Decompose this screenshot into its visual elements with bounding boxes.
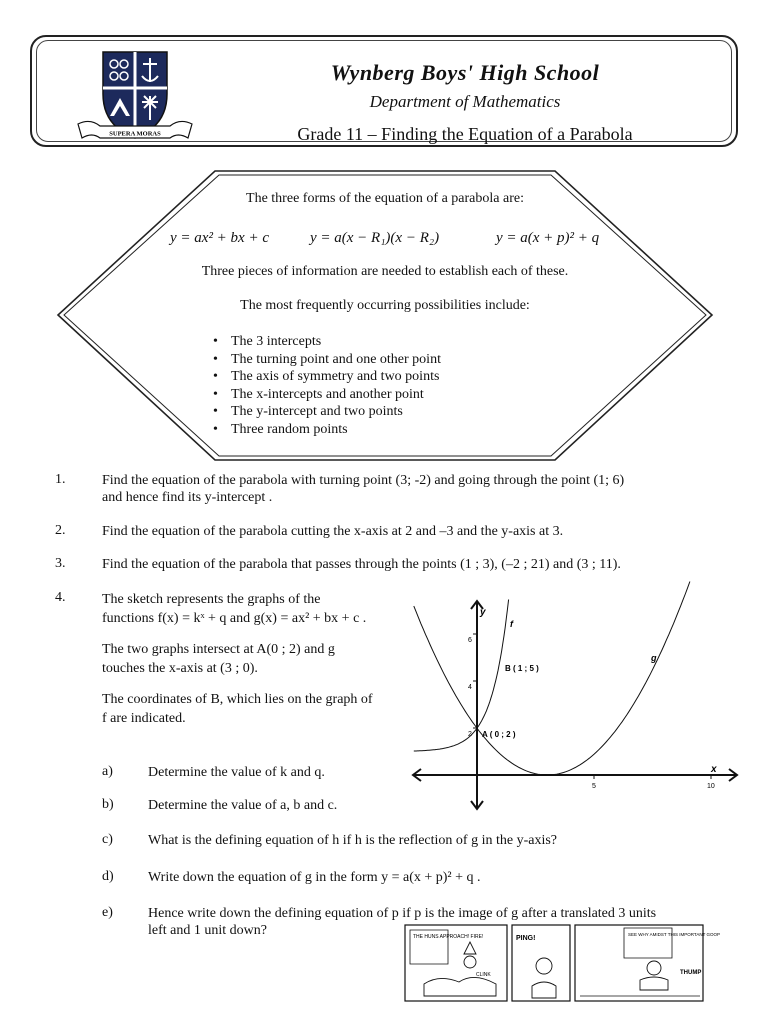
school-name: Wynberg Boys' High School — [330, 60, 600, 85]
x-tick-label: 5 — [592, 783, 596, 790]
cartoon-speech: THE HUNS APPROACH! FIRE! — [413, 934, 484, 940]
curve-f — [414, 600, 509, 752]
function-graph — [405, 595, 740, 815]
cartoon-strip — [404, 924, 721, 1004]
list-item: • The 3 intercepts — [213, 333, 441, 351]
subquestion-label: d) — [102, 869, 114, 884]
question-number: 2. — [55, 523, 66, 538]
equation-form-standard: y = ax² + bx + c — [170, 230, 269, 246]
subquestion-c-text: What is the defining equation of h if h is the reflection of g in the y-axis? — [148, 833, 557, 848]
subquestion-b-text: Determine the value of a, b and c. — [148, 798, 338, 813]
y-tick-label: 6 — [468, 637, 472, 644]
cartoon-sfx: THUMP — [680, 970, 702, 976]
subquestion-a-text: Determine the value of k and q. — [148, 765, 325, 780]
question-line: The sketch represents the graphs of the — [102, 592, 321, 607]
question-3-text: Find the equation of the parabola that passes through the points (1 ; 3), (–2 ; 21) and (3 ; 11). — [102, 557, 621, 572]
question-line: functions f(x) = kˣ + q and g(x) = ax² + bx + c . — [102, 611, 367, 626]
subquestion-label: e) — [102, 905, 113, 920]
question-line: and hence find its y-intercept . — [102, 490, 273, 505]
cartoon-sfx: PING! — [516, 935, 536, 942]
question-2-text: Find the equation of the parabola cutting the x-axis at 2 and –3 and the y-axis at 3. — [102, 524, 564, 539]
subquestion-d-text: Write down the equation of g in the form y = a(x + p)² + q . — [148, 870, 481, 885]
list-item: • The turning point and one other point — [213, 351, 441, 369]
question-number: 1. — [55, 472, 66, 487]
equation-form-roots: y = a(x − R₁)(x − R₂) — [310, 230, 440, 246]
x-axis-label: x — [711, 764, 717, 775]
y-tick-label: 4 — [468, 684, 472, 691]
g-label: g — [651, 653, 657, 663]
list-item: • Three random points — [213, 421, 441, 439]
info-intro: The three forms of the equation of a parabola are: — [246, 191, 524, 206]
question-number: 3. — [55, 556, 66, 571]
point-a-label: A ( 0 ; 2 ) — [482, 730, 516, 739]
list-item: • The y-intercept and two points — [213, 403, 441, 421]
point-b-label: B ( 1 ; 5 ) — [505, 664, 539, 673]
subquestion-label: c) — [102, 832, 113, 847]
subquestion-label: b) — [102, 797, 114, 812]
info-frequent: The most frequently occurring possibilities include: — [240, 298, 530, 313]
question-number: 4. — [55, 590, 66, 605]
question-line: Find the equation of the parabola with turning point (3; -2) and going through the point (1; 6) — [102, 473, 625, 488]
question-line: The two graphs intersect at A(0 ; 2) and g — [102, 642, 335, 657]
possibilities-list — [213, 333, 441, 439]
y-tick-label: 2 — [468, 731, 472, 738]
question-4-text — [102, 590, 402, 728]
curve-g — [414, 582, 690, 776]
info-pieces: Three pieces of information are needed to establish each of these. — [201, 264, 569, 279]
school-crest-icon — [70, 46, 200, 146]
crest-motto: SUPERA MORAS — [109, 130, 161, 138]
y-axis-label: y — [480, 607, 486, 618]
list-item: • The axis of symmetry and two points — [213, 368, 441, 386]
page-title: Grade 11 – Finding the Equation of a Parabola — [297, 124, 633, 144]
equation-form-vertex: y = a(x + p)² + q — [496, 230, 600, 246]
f-label: f — [510, 619, 513, 629]
subquestion-label: a) — [102, 764, 113, 779]
question-line: Hence write down the defining equation of p if p is the image of g after a translated 3 units — [148, 906, 657, 921]
question-line: f are indicated. — [102, 711, 186, 726]
x-tick-label: 10 — [707, 783, 715, 790]
question-line: touches the x-axis at (3 ; 0). — [102, 661, 258, 676]
question-1-text — [102, 472, 702, 506]
list-item: • The x-intercepts and another point — [213, 386, 441, 404]
question-line: left and 1 unit down? — [148, 923, 267, 938]
cartoon-sfx: CLINK — [476, 972, 491, 978]
cartoon-speech: SEE WHY AMIDST THIS IMPORTANT GOOP — [628, 932, 721, 937]
department-name: Department of Mathematics — [369, 92, 561, 111]
question-line: The coordinates of B, which lies on the graph of — [102, 692, 373, 707]
